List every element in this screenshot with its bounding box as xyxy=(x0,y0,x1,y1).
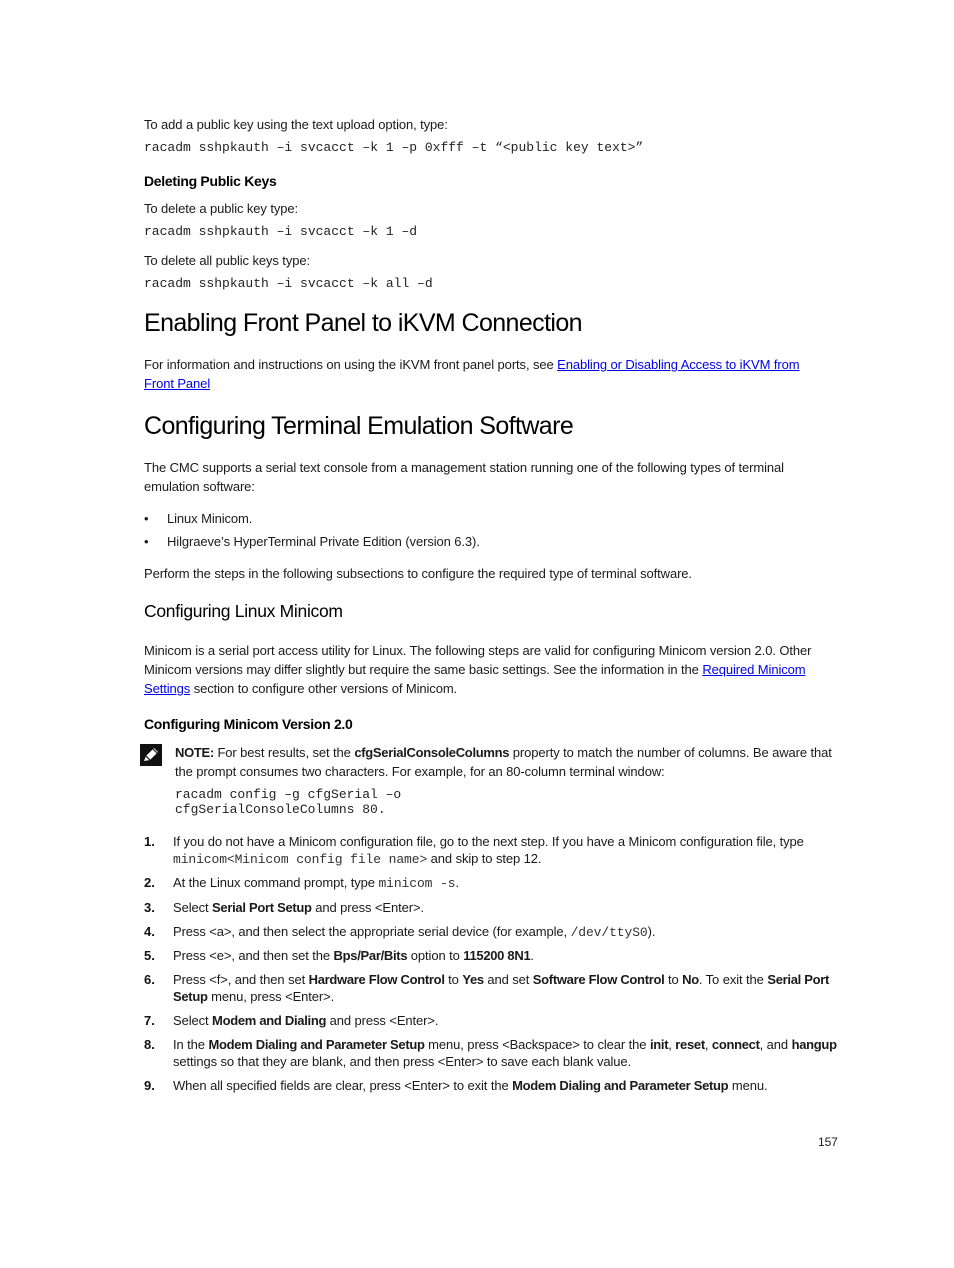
delete-all-command: racadm sshpkauth –i svcacct –k all –d xyxy=(144,276,433,291)
link-enabling-disabling-ikvm[interactable]: Enabling or Disabling Access to iKVM from xyxy=(557,357,800,372)
delete-one-text: To delete a public key type: xyxy=(144,201,299,216)
bullet-text: Hilgraeve’s HyperTerminal Private Edition (version 6.3). xyxy=(167,534,480,549)
step-9-part: When all specified fields are clear, press <Enter> to exit the xyxy=(173,1078,513,1093)
command-text-upload: racadm sshpkauth –i svcacct –k 1 –p 0xfff –t “<public key text>” xyxy=(144,140,644,155)
link-required-minicom[interactable]: Required Minicom xyxy=(702,662,806,677)
step-8-part: In the xyxy=(173,1037,209,1052)
step-9-part: menu. xyxy=(728,1078,768,1093)
pencil-note-icon xyxy=(140,744,162,766)
step-number: 5. xyxy=(144,948,155,963)
step-3-part: and press <Enter>. xyxy=(311,900,424,915)
note-line-2: the prompt consumes two characters. For example, for an 80-column terminal window: xyxy=(175,764,665,779)
delete-one-command: racadm sshpkauth –i svcacct –k 1 –d xyxy=(144,224,418,239)
step-4-text xyxy=(173,923,655,941)
step-number: 4. xyxy=(144,924,155,939)
step-6-part: to xyxy=(664,972,683,987)
step-1-part: If you do not have a Minicom configuration file, go to the next step. If you have a Minicom configuration file, type xyxy=(173,834,804,849)
step-9-text xyxy=(173,1077,767,1094)
step-6-part: and set xyxy=(483,972,533,987)
step-8-bold: reset xyxy=(675,1037,705,1052)
delete-all-text: To delete all public keys type: xyxy=(144,253,310,268)
step-6-bold: Software Flow Control xyxy=(532,972,665,987)
step-8-part: , and xyxy=(759,1037,792,1052)
step-5-part: Press <e>, and then set the xyxy=(173,948,334,963)
note-code-line-2: cfgSerialConsoleColumns 80. xyxy=(175,802,386,817)
step-3-bold: Serial Port Setup xyxy=(212,900,312,915)
minicom-p-line1: Minicom is a serial port access utility for Linux. The following steps are valid for configuring Minicom version 2.0. Other xyxy=(144,643,812,658)
step-9-bold: Modem Dialing and Parameter Setup xyxy=(512,1078,729,1093)
step-1-part: and skip to step 12. xyxy=(427,851,542,866)
step-8-bold: Modem Dialing and Parameter Setup xyxy=(208,1037,425,1052)
bullet-marker: • xyxy=(144,534,149,549)
step-2-text xyxy=(173,874,459,892)
step-number: 8. xyxy=(144,1037,155,1052)
terminal-paragraph-1 xyxy=(144,458,844,496)
step-number: 3. xyxy=(144,900,155,915)
link-settings[interactable]: Settings xyxy=(144,681,191,696)
front-panel-text: For information and instructions on using the iKVM front panel ports, see xyxy=(144,357,558,372)
step-6-text xyxy=(173,971,853,1005)
step-5-part: . xyxy=(530,948,534,963)
step-4-part: Press <a>, and then select the appropriate serial device (for example, xyxy=(173,924,571,939)
step-6-part: . To exit the xyxy=(698,972,768,987)
step-7-bold: Modem and Dialing xyxy=(212,1013,327,1028)
minicom-paragraph xyxy=(144,641,844,698)
note-property: cfgSerialConsoleColumns xyxy=(354,745,510,760)
link-front-panel[interactable]: Front Panel xyxy=(144,376,211,391)
heading-front-panel-ikvm: Enabling Front Panel to iKVM Connection xyxy=(144,309,582,337)
step-6-part: to xyxy=(444,972,463,987)
deleting-public-keys-heading: Deleting Public Keys xyxy=(144,173,277,189)
step-5-text xyxy=(173,947,534,964)
step-8-bold: connect xyxy=(711,1037,760,1052)
note-text-1: For best results, set the xyxy=(213,745,355,760)
step-6-bold: Setup xyxy=(173,989,208,1004)
step-6-part: menu, press <Enter>. xyxy=(207,989,335,1004)
note-label: NOTE: xyxy=(175,745,214,760)
step-6-bold: No xyxy=(682,972,699,987)
note-text-2: property to match the number of columns. Be aware that xyxy=(509,745,832,760)
step-number: 6. xyxy=(144,972,155,987)
intro-text-upload: To add a public key using the text upload option, type: xyxy=(144,117,448,132)
step-1-text xyxy=(173,833,853,868)
note-text xyxy=(175,743,855,781)
heading-linux-minicom: Configuring Linux Minicom xyxy=(144,601,343,621)
step-3-text xyxy=(173,899,424,916)
step-7-part: Select xyxy=(173,1013,213,1028)
minicom-p-line3: section to configure other versions of Minicom. xyxy=(190,681,458,696)
step-8-bold: init xyxy=(649,1037,669,1052)
step-8-text xyxy=(173,1036,853,1070)
terminal-p1-line1: The CMC supports a serial text console from a management station running one of the following types of terminal xyxy=(144,460,784,475)
bullet-list-item xyxy=(144,509,253,528)
step-7-text xyxy=(173,1012,438,1029)
step-6-bold: Yes xyxy=(462,972,484,987)
heading-minicom-version-2: Configuring Minicom Version 2.0 xyxy=(144,716,353,732)
step-8-part: settings so that they are blank, and then press <Enter> to save each blank value. xyxy=(173,1054,632,1069)
step-2-code: minicom -s xyxy=(378,876,456,891)
step-5-part: option to xyxy=(407,948,464,963)
terminal-paragraph-2: Perform the steps in the following subsections to configure the required type of terminal software. xyxy=(144,566,692,581)
step-4-code: /dev/ttyS0 xyxy=(570,925,648,940)
step-number: 2. xyxy=(144,875,155,890)
bullet-list-item xyxy=(144,532,480,551)
heading-terminal-emulation: Configuring Terminal Emulation Software xyxy=(144,412,574,440)
step-6-part: Press <f>, and then set xyxy=(173,972,309,987)
note-code-line-1: racadm config –g cfgSerial –o xyxy=(175,787,402,802)
step-8-part: menu, press <Backspace> to clear the xyxy=(424,1037,650,1052)
step-5-bold: Bps/Par/Bits xyxy=(333,948,408,963)
step-number: 9. xyxy=(144,1078,155,1093)
step-4-part: ). xyxy=(647,924,656,939)
bullet-marker: • xyxy=(144,511,149,526)
terminal-p1-line2: emulation software: xyxy=(144,479,255,494)
step-8-bold: hangup xyxy=(791,1037,837,1052)
step-8-part: , xyxy=(704,1037,712,1052)
step-1-code: minicom<Minicom config file name> xyxy=(173,852,428,867)
step-2-part: . xyxy=(455,875,459,890)
page-number: 157 xyxy=(818,1135,838,1149)
step-2-part: At the Linux command prompt, type xyxy=(173,875,379,890)
step-number: 7. xyxy=(144,1013,155,1028)
step-6-bold: Serial Port xyxy=(767,972,830,987)
step-5-bold: 115200 8N1 xyxy=(463,948,531,963)
step-7-part: and press <Enter>. xyxy=(326,1013,439,1028)
step-3-part: Select xyxy=(173,900,213,915)
step-6-bold: Hardware Flow Control xyxy=(308,972,445,987)
step-number: 1. xyxy=(144,834,155,849)
minicom-p-line2: Minicom versions may differ slightly but require the same basic settings. See the information in the xyxy=(144,662,703,677)
step-8-part: , xyxy=(668,1037,676,1052)
front-panel-paragraph xyxy=(144,355,844,393)
bullet-text: Linux Minicom. xyxy=(167,511,253,526)
